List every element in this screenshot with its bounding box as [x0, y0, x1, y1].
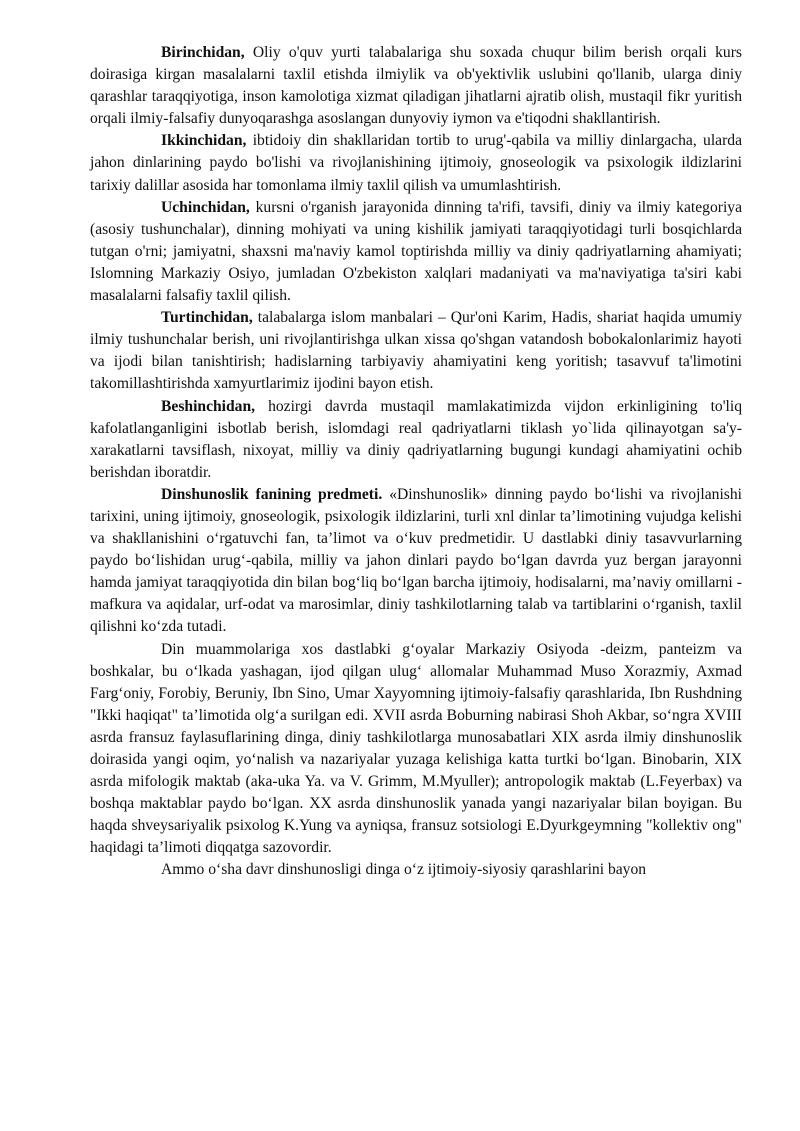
paragraph-beshinchidan — [90, 396, 742, 484]
paragraph-text: talabalarga islom manbalari – Qur'oni Karim, Hadis, shariat haqida umumiy ilmiy tushunchalar berish, uni rivojlantirishga ulkan xissa qo'shgan vatandosh bobokalonlarimiz hayoti va ijodi bilan tanishtirish; hadislarning tarbiyaviy ahamiyatini keng yoritish; tasavvuf ta'limotini takomillashtirishda xamyurtlarimiz ijodini bayon etish. — [90, 309, 742, 393]
paragraph-lead: Birinchidan, — [161, 44, 245, 61]
paragraph-lead: Uchinchidan, — [161, 198, 250, 216]
paragraph-uchinchidan — [90, 197, 742, 307]
paragraph-text: hozirgi davrda mustaqil mamlakatimizda vijdon erkinligining to'liq kafolatlanganligini isbotlab berish, islomdagi real qadriyatlarni tiklash yo`lida qilinayotgan sa'y-xarakatlarni tavsiflash, nixoyat, milliy va diniy qadriyatlarning bugungi kundagi ahamiyatini ochib berishdan iboratdir. — [90, 397, 742, 481]
paragraph-birinchidan — [90, 42, 742, 130]
paragraph-lead: Beshinchidan, — [161, 397, 256, 415]
paragraph-text: Din muammolariga xos dastlabki g‘oyalar Markaziy Osiyoda -deizm, panteizm va boshkalar, bu o‘lkada yashagan, ijod qilgan ulug‘ allomalar Muhammad Muso Xorazmiy, Axmad Farg‘oniy, Forobiy, Beruniy, Ibn Sino, Umar Xayyomning ijtimoiy-falsafiy qarashlarida, Ibn Rushdning "Ikki haqiqat" ta’limotida olg‘a surilgan edi. XVII asrda Boburning nabirasi Shoh Akbar, so‘ngra XVIII asrda fransuz faylasuflarining dinga, diniy tashkilotlarga munosabatlari XIX asrda ilmiy dinshunoslik doirasida yangi oqim, yo‘nalish va nazariyalar yuzaga kelishiga katta turtki bo‘lgan. Binobarin, XIX asrda mifologik maktab (aka-uka Ya. va V. Grimm, M.Myuller); antropologik maktab (L.Feyerbax) va boshqa maktablar paydo bo‘lgan. XX asrda dinshunoslik yanada yangi nazariyalar bilan boyigan. Bu haqda shveysariyalik psixolog K.Yung va ayniqsa, fransuz sotsiologi E.Dyurkgeymning "kollektiv ong" haqidagi ta’limoti diqqatga sazovordir. — [90, 640, 742, 857]
paragraph-predmeti — [90, 484, 742, 639]
paragraph-text: ibtidoiy din shakllaridan tortib to urug'-qabila va milliy dinlargacha, ularda jahon dinlarining paydo bo'lishi va rivojlanishining ijtimoiy, gnoseologik va psixologik ildizlarini tarixiy dalillar asosida har tomonlama ilmiy taxlil qilish va umumlashtirish. — [90, 132, 742, 194]
paragraph-text: «Dinshunoslik» dinning paydo bo‘lishi va rivojlanishi tarixini, uning ijtimoiy, gnoseologik, psixologik ildizlarini, turli xnl dinlar ta’limotining vujudga kelishi va shakllanishini o‘rgatuvchi fan, ta’limot va o‘kuv predmetidir. U dastlabki diniy tasavvurlarning paydo bo‘lishidan urug‘-qabila, milliy va jahon dinlari paydo bo‘lgan davrda yuz bergan jarayonni hamda jamiyat taraqqiyotida din bilan bog‘liq bo‘lgan barcha ijtimoiy, hodisalarni, ma’naviy omillarni - mafkura va aqidalar, urf-odat va marosimlar, diniy tashkilotlarning talab va tartiblarini o‘rganish, taxlil qilishni ko‘zda tutadi. — [90, 485, 742, 636]
document-page — [90, 42, 742, 882]
paragraph-text: Ammo o‘sha davr dinshunosligi dinga o‘z ijtimoiy-siyosiy qarashlarini bayon — [161, 861, 647, 879]
paragraph-turtinchidan — [90, 307, 742, 395]
paragraph-lead: Turtinchidan, — [161, 309, 253, 327]
paragraph-text: Oliy o'quv yurti talabalariga shu soxada chuqur bilim berish orqali kurs doirasiga kirgan masalalarni taxlil etishda ilmiylik va ob'yektivlik uslubini qo'llanib, ularga diniy qarashlar taraqqiyotiga, inson kamolotiga xizmat qiladigan jihatlarni ajratib olish, mustaqil fikr yuritish orqali ilmiy-falsafiy dunyoqarashga asoslangan dunyoviy iymon va e'tiqodni shakllantirish. — [90, 44, 742, 128]
paragraph-lead: Ikkinchidan, — [161, 132, 247, 150]
paragraph-ikkinchidan — [90, 130, 742, 196]
paragraph-lead: Dinshunoslik fanining predmeti. — [161, 485, 383, 503]
paragraph-din-muammolari — [90, 639, 742, 860]
paragraph-text: kursni o'rganish jarayonida dinning ta'rifi, tavsifi, diniy va ilmiy kategoriya (asosiy tushunchalar), dinning mohiyati va uning kishilik jamiyati taraqqiyotidagi turli bosqichlarda tutgan o'rni; jamiyatni, shaxsni ma'naviy kamol toptirishda milliy va diniy qadriyatlarning ahamiyati; Islomning Markaziy Osiyo, jumladan O'zbekiston xalqlari madaniyati va ma'naviyatiga ta'siri kabi masalalarni falsafiy taxlil qilish. — [90, 198, 742, 305]
paragraph-ammo — [90, 859, 742, 881]
